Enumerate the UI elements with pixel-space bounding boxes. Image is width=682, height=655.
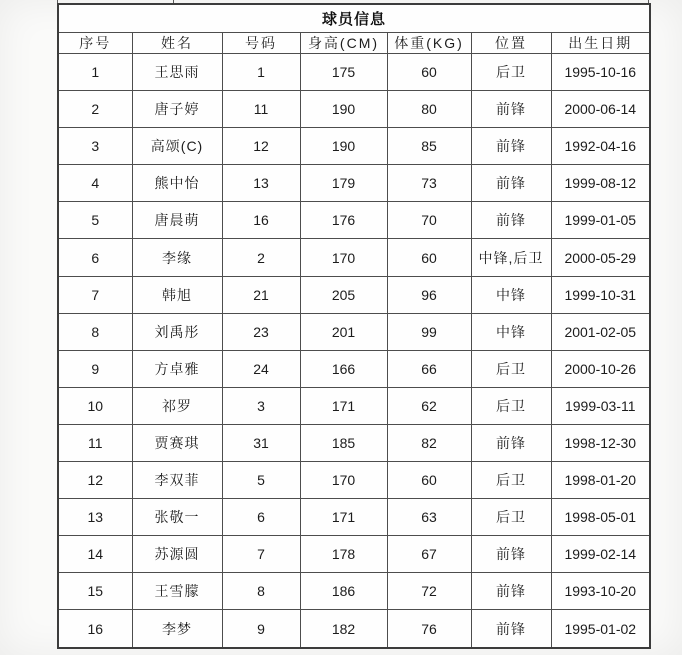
column-header-4: 体重(KG) [387, 33, 471, 54]
table-cell: 2000-10-26 [551, 350, 650, 387]
table-cell: 96 [387, 276, 471, 313]
table-cell: 14 [58, 536, 132, 573]
table-cell: 2 [58, 91, 132, 128]
table-cell: 15 [58, 573, 132, 610]
table-cell: 179 [300, 165, 387, 202]
table-cell: 1998-01-20 [551, 462, 650, 499]
table-cell: 13 [58, 499, 132, 536]
table-cell: 9 [222, 610, 300, 648]
table-cell: 99 [387, 313, 471, 350]
column-header-6: 出生日期 [551, 33, 650, 54]
table-row [58, 424, 650, 461]
table-cell: 后卫 [471, 387, 551, 424]
table-cell: 31 [222, 424, 300, 461]
table-cell: 166 [300, 350, 387, 387]
column-header-3: 身高(CM) [300, 33, 387, 54]
table-row [58, 573, 650, 610]
table-cell: 前锋 [471, 202, 551, 239]
table-cell: 祁罗 [132, 387, 222, 424]
table-cell: 201 [300, 313, 387, 350]
column-header-0: 序号 [58, 33, 132, 54]
table-cell: 1999-10-31 [551, 276, 650, 313]
table-cell: 12 [58, 462, 132, 499]
table-cell: 21 [222, 276, 300, 313]
table-cell: 186 [300, 573, 387, 610]
table-cell: 李梦 [132, 610, 222, 648]
table-cell: 7 [58, 276, 132, 313]
table-cell: 1998-12-30 [551, 424, 650, 461]
table-cell: 11 [222, 91, 300, 128]
table-cell: 贾赛琪 [132, 424, 222, 461]
table-cell: 2000-05-29 [551, 239, 650, 276]
table-cell: 70 [387, 202, 471, 239]
table-cell: 11 [58, 424, 132, 461]
table-cell: 王雪朦 [132, 573, 222, 610]
column-header-5: 位置 [471, 33, 551, 54]
table-row [58, 610, 650, 648]
table-cell: 韩旭 [132, 276, 222, 313]
table-cell: 4 [58, 165, 132, 202]
table-cell: 10 [58, 387, 132, 424]
table-cell: 8 [222, 573, 300, 610]
table-cell: 后卫 [471, 499, 551, 536]
table-cell: 前锋 [471, 165, 551, 202]
table-row [58, 499, 650, 536]
table-cell: 205 [300, 276, 387, 313]
table-row [58, 350, 650, 387]
player-info-table [57, 3, 651, 649]
table-cell: 2000-06-14 [551, 91, 650, 128]
table-cell: 前锋 [471, 128, 551, 165]
table-cell: 1993-10-20 [551, 573, 650, 610]
table-cell: 13 [222, 165, 300, 202]
table-cell: 1 [58, 54, 132, 91]
table-cell: 85 [387, 128, 471, 165]
table-cell: 3 [222, 387, 300, 424]
column-header-1: 姓名 [132, 33, 222, 54]
table-cell: 1992-04-16 [551, 128, 650, 165]
table-cell: 60 [387, 239, 471, 276]
table-cell: 3 [58, 128, 132, 165]
table-cell: 2001-02-05 [551, 313, 650, 350]
table-cell: 后卫 [471, 350, 551, 387]
table-row [58, 313, 650, 350]
table-cell: 前锋 [471, 610, 551, 648]
table-cell: 72 [387, 573, 471, 610]
table-cell: 李缘 [132, 239, 222, 276]
table-row [58, 239, 650, 276]
table-cell: 12 [222, 128, 300, 165]
table-cell: 16 [222, 202, 300, 239]
table-cell: 82 [387, 424, 471, 461]
table-cell: 24 [222, 350, 300, 387]
table-cell: 182 [300, 610, 387, 648]
table-cell: 中锋 [471, 276, 551, 313]
table-row [58, 128, 650, 165]
table-cell: 190 [300, 91, 387, 128]
table-title-row [58, 4, 650, 33]
table-cell: 李双菲 [132, 462, 222, 499]
table-cell: 176 [300, 202, 387, 239]
table-row [58, 536, 650, 573]
table-cell: 8 [58, 313, 132, 350]
table-cell: 76 [387, 610, 471, 648]
table-cell: 1998-05-01 [551, 499, 650, 536]
table-cell: 9 [58, 350, 132, 387]
table-cell: 中锋,后卫 [471, 239, 551, 276]
table-cell: 175 [300, 54, 387, 91]
table-cell: 190 [300, 128, 387, 165]
table-cell: 前锋 [471, 573, 551, 610]
table-cell: 7 [222, 536, 300, 573]
table-cell: 1999-03-11 [551, 387, 650, 424]
table-body [58, 54, 650, 649]
table-cell: 170 [300, 239, 387, 276]
table-cell: 16 [58, 610, 132, 648]
table-row [58, 462, 650, 499]
table-cell: 60 [387, 462, 471, 499]
table-cell: 6 [58, 239, 132, 276]
table-cell: 1995-10-16 [551, 54, 650, 91]
table-cell: 171 [300, 499, 387, 536]
table-cell: 刘禹彤 [132, 313, 222, 350]
table-cell: 60 [387, 54, 471, 91]
table-cell: 170 [300, 462, 387, 499]
table-cell: 80 [387, 91, 471, 128]
table-cell: 张敬一 [132, 499, 222, 536]
table-cell: 63 [387, 499, 471, 536]
table-cell: 23 [222, 313, 300, 350]
table-cell: 62 [387, 387, 471, 424]
table-cell: 唐子婷 [132, 91, 222, 128]
table-cell: 1999-08-12 [551, 165, 650, 202]
table-cell: 王思雨 [132, 54, 222, 91]
table-row [58, 165, 650, 202]
table-cell: 66 [387, 350, 471, 387]
table-cell: 前锋 [471, 91, 551, 128]
table-cell: 中锋 [471, 313, 551, 350]
table-cell: 171 [300, 387, 387, 424]
table-cell: 67 [387, 536, 471, 573]
table-cell: 1999-01-05 [551, 202, 650, 239]
table-cell: 1999-02-14 [551, 536, 650, 573]
table-row [58, 276, 650, 313]
table-cell: 5 [222, 462, 300, 499]
table-cell: 苏源圆 [132, 536, 222, 573]
table-cell: 73 [387, 165, 471, 202]
table-cell: 高颂(C) [132, 128, 222, 165]
table-cell: 唐晨萌 [132, 202, 222, 239]
table-cell: 178 [300, 536, 387, 573]
table-title: 球员信息 [58, 4, 650, 33]
header-row [58, 33, 650, 54]
column-header-2: 号码 [222, 33, 300, 54]
table-cell: 1995-01-02 [551, 610, 650, 648]
table-cell: 6 [222, 499, 300, 536]
table-cell: 前锋 [471, 536, 551, 573]
table-row [58, 202, 650, 239]
table-cell: 方卓雅 [132, 350, 222, 387]
table-cell: 后卫 [471, 54, 551, 91]
table-cell: 前锋 [471, 424, 551, 461]
table-row [58, 91, 650, 128]
table-cell: 后卫 [471, 462, 551, 499]
table-cell: 185 [300, 424, 387, 461]
table-row [58, 54, 650, 91]
table-cell: 5 [58, 202, 132, 239]
table-row [58, 387, 650, 424]
table-cell: 熊中怡 [132, 165, 222, 202]
table-cell: 2 [222, 239, 300, 276]
table-cell: 1 [222, 54, 300, 91]
